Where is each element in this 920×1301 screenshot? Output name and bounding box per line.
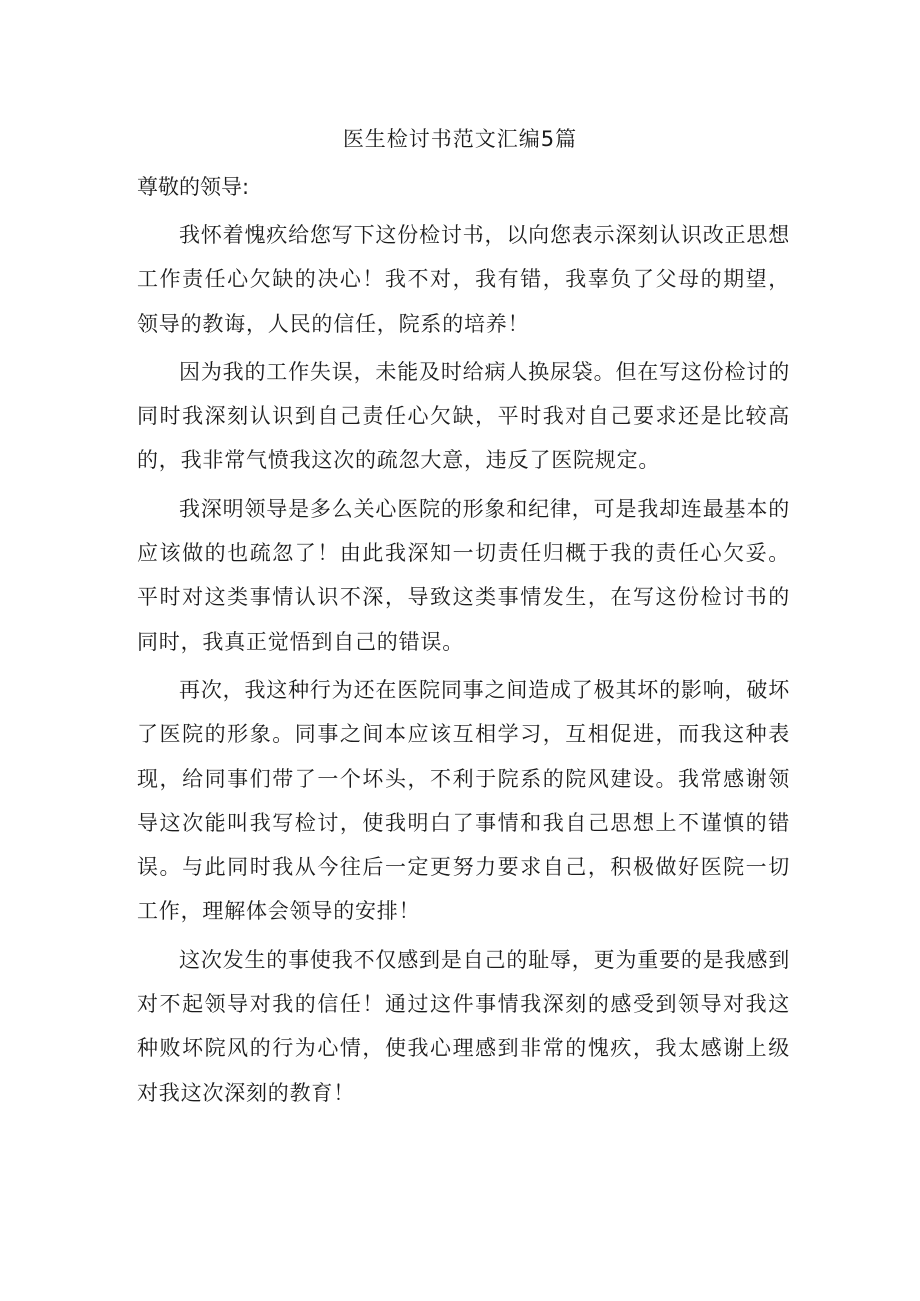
salutation: 尊敬的领导: bbox=[137, 175, 250, 199]
document-body bbox=[137, 213, 790, 1119]
paragraph-5: 这次发生的事使我不仅感到是自己的耻辱，更为重要的是我感到对不起领导对我的信任！通过这件事情我深刻的感受到领导对我这种败坏院风的行为心情，使我心理感到非常的愧疚，我太感谢上级对我这次深刻的教育！ bbox=[137, 947, 790, 1105]
paragraph-3: 我深明领导是多么关心医院的形象和纪律，可是我却连最基本的应该做的也疏忽了！由此我深知一切责任归概于我的责任心欠妥。平时对这类事情认识不深，导致这类事情发生，在写这份检讨书的同时，我真正觉悟到自己的错误。 bbox=[137, 496, 790, 654]
paragraph-2: 因为我的工作失误，未能及时给病人换尿袋。但在写这份检讨的同时我深刻认识到自己责任心欠缺，平时我对自己要求还是比较高的，我非常气愤我这次的疏忽大意，违反了医院规定。 bbox=[137, 359, 790, 473]
document-title: 医生检讨书范文汇编5篇 bbox=[342, 127, 578, 151]
paragraph-4: 再次，我这种行为还在医院同事之间造成了极其坏的影响，破坏了医院的形象。同事之间本应该互相学习，互相促进，而我这种表现，给同事们带了一个坏头，不利于院系的院风建设。我常感谢领导这次能叫我写检讨，使我明白了事情和我自己思想上不谨慎的错误。与此同时我从今往后一定更努力要求自己，积极做好医院一切工作，理解体会领导的安排！ bbox=[137, 677, 790, 924]
paragraph-1: 我怀着愧疚给您写下这份检讨书，以向您表示深刻认识改正思想工作责任心欠缺的决心！我不对，我有错，我辜负了父母的期望，领导的教诲，人民的信任，院系的培养！ bbox=[137, 223, 790, 336]
